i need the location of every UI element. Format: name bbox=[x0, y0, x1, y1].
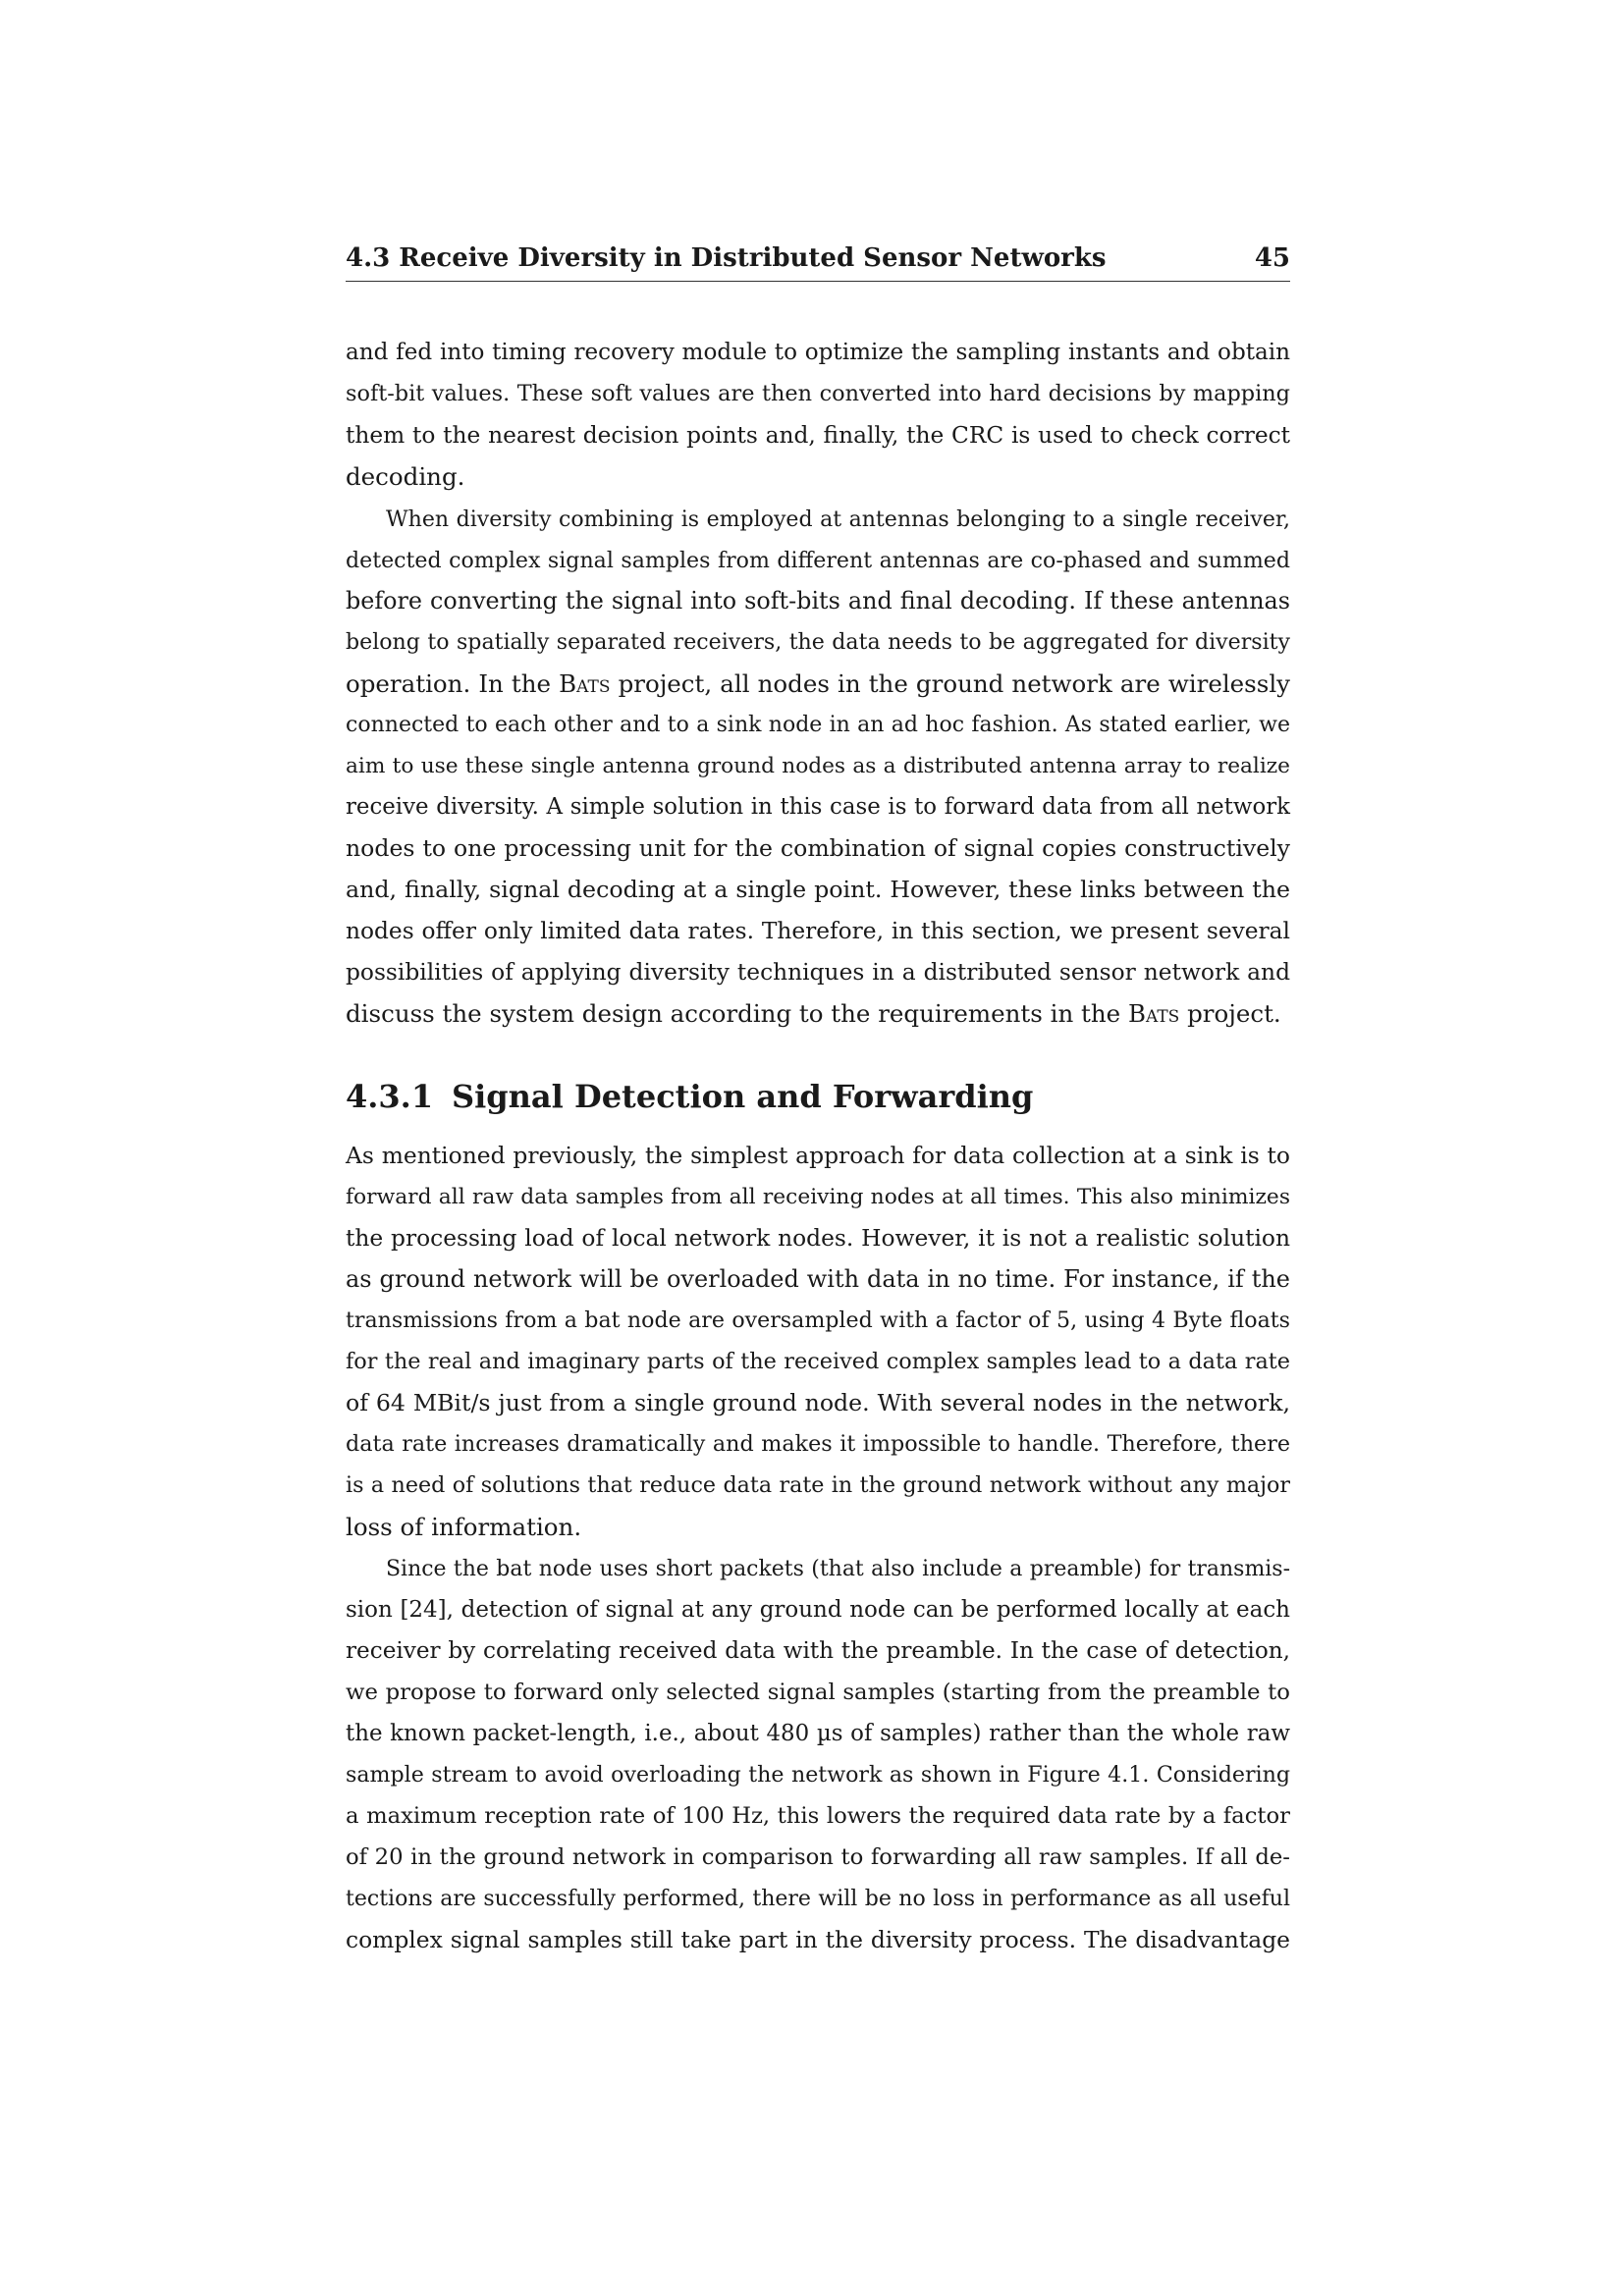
text-line: we propose to forward only selected signal samples (starting from the preamble to bbox=[346, 1680, 1290, 1706]
text-line: nodes to one processing unit for the combination of signal copies constructively bbox=[346, 833, 1290, 862]
text-line: When diversity combining is employed at antennas belonging to a single receiver, bbox=[386, 507, 1290, 532]
text-line: of 20 in the ground network in comparison to forwarding all raw samples. If all de- bbox=[346, 1843, 1290, 1870]
text-line: before converting the signal into soft-bits and final decoding. If these antennas bbox=[346, 587, 1290, 615]
text-line: possibilities of applying diversity techniques in a distributed sensor network and bbox=[346, 958, 1290, 986]
text-line: receiver by correlating received data with the preamble. In the case of detection, bbox=[346, 1638, 1290, 1665]
paragraph-2 bbox=[346, 500, 1290, 1035]
text-line: Since the bat node uses short packets (that also include a preamble) for transmis- bbox=[386, 1557, 1290, 1582]
header-page-number: 45 bbox=[1254, 243, 1290, 273]
text-line: soft-bit values. These soft values are then converted into hard decisions by mapping bbox=[346, 380, 1290, 406]
paragraph-1 bbox=[346, 333, 1290, 498]
text-line: detected complex signal samples from different antennas are co-phased and summed bbox=[346, 548, 1290, 573]
header-section-title: 4.3 Receive Diversity in Distributed Sensor Networks bbox=[346, 243, 1107, 273]
text-line: operation. In the Bats project, all nodes in the ground network are wirelessly bbox=[346, 669, 1290, 699]
text-line: discuss the system design according to the requirements in the Bats project. bbox=[346, 998, 1281, 1028]
text-line: connected to each other and to a sink node in an ad hoc fashion. As stated earlier, we bbox=[346, 713, 1290, 738]
text-line: sion [24], detection of signal at any ground node can be performed locally at each bbox=[346, 1597, 1290, 1624]
paragraph-4 bbox=[346, 1549, 1290, 1960]
project-name: Bats bbox=[559, 669, 611, 699]
text-line: them to the nearest decision points and, finally, the CRC is used to check correct bbox=[346, 421, 1290, 449]
text-line: belong to spatially separated receivers, the data needs to be aggregated for diversity bbox=[346, 630, 1290, 656]
text-line: decoding. bbox=[346, 461, 465, 491]
text-line: and fed into timing recovery module to optimize the sampling instants and obtain bbox=[346, 340, 1290, 365]
section-title: Signal Detection and Forwarding bbox=[452, 1078, 1034, 1116]
text-line: and, finally, signal decoding at a single point. However, these links between the bbox=[346, 875, 1290, 903]
text-line: a maximum reception rate of 100 Hz, this lowers the required data rate by a factor bbox=[346, 1802, 1290, 1829]
text-line: of 64 MBit/s just from a single ground node. With several nodes in the network, bbox=[346, 1388, 1290, 1416]
text-line: loss of information. bbox=[346, 1512, 582, 1541]
paragraph-3 bbox=[346, 1136, 1290, 1547]
text-line: the known packet-length, i.e., about 480 µs of samples) rather than the whole raw bbox=[346, 1721, 1290, 1747]
text-line: complex signal samples still take part in the diversity process. The disadvantage bbox=[346, 1925, 1290, 1953]
section-heading bbox=[346, 1077, 1290, 1116]
text-line: tections are successfully performed, there will be no loss in performance as all useful bbox=[346, 1886, 1290, 1911]
text-line: forward all raw data samples from all receiving nodes at all times. This also minimizes bbox=[346, 1185, 1290, 1210]
text-line: transmissions from a bat node are oversampled with a factor of 5, using 4 Byte floats bbox=[346, 1308, 1290, 1334]
text-line: is a need of solutions that reduce data rate in the ground network without any major bbox=[346, 1471, 1290, 1498]
text-line: the processing load of local network nodes. However, it is not a realistic solution bbox=[346, 1224, 1290, 1253]
text-line: data rate increases dramatically and makes it impossible to handle. Therefore, there bbox=[346, 1430, 1290, 1457]
text-line: receive diversity. A simple solution in this case is to forward data from all network bbox=[346, 793, 1290, 820]
text-line: aim to use these single antenna ground nodes as a distributed antenna array to realize bbox=[346, 754, 1290, 779]
text-line: for the real and imaginary parts of the received complex samples lead to a data rate bbox=[346, 1348, 1290, 1374]
body-text bbox=[346, 333, 1290, 1961]
text-line: as ground network will be overloaded with data in no time. For instance, if the bbox=[346, 1265, 1290, 1294]
page bbox=[346, 241, 1290, 1961]
project-name: Bats bbox=[1127, 998, 1180, 1028]
text-line: sample stream to avoid overloading the network as shown in Figure 4.1. Considering bbox=[346, 1762, 1290, 1788]
running-header bbox=[346, 241, 1290, 282]
text-line: As mentioned previously, the simplest approach for data collection at a sink is to bbox=[346, 1142, 1290, 1170]
section-number: 4.3.1 bbox=[346, 1078, 434, 1116]
text-line: nodes offer only limited data rates. Therefore, in this section, we present several bbox=[346, 917, 1290, 944]
